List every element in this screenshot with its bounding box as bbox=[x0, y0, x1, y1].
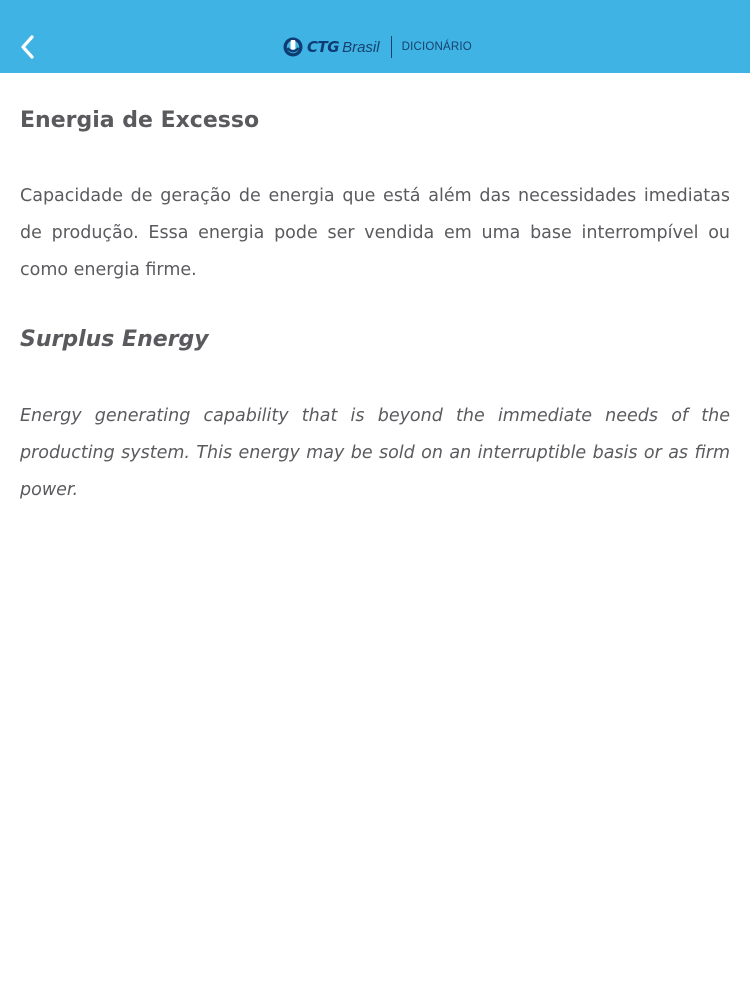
back-button[interactable] bbox=[10, 27, 44, 67]
section-label: DICIONÁRIO bbox=[401, 41, 472, 53]
definition-pt: Capacidade de geração de energia que está além das necessidades imediatas de produção. Essa energia pode ser vendida em uma base interrompível ou como energia firme. bbox=[20, 186, 730, 280]
brand-divider bbox=[391, 36, 392, 58]
definition-en: Energy generating capability that is beyond the immediate needs of the producting system. This energy may be sold on an interruptible basis or as firm power. bbox=[20, 406, 730, 500]
brand-name: CTG bbox=[307, 38, 340, 56]
term-title-en: Surplus Energy bbox=[20, 327, 209, 352]
ctg-logo-icon bbox=[283, 37, 303, 57]
term-title-pt: Energia de Excesso bbox=[20, 108, 260, 133]
brand-suffix: Brasil bbox=[342, 38, 380, 56]
brand-logo bbox=[283, 34, 472, 60]
chevron-left-icon bbox=[19, 35, 35, 59]
app-header bbox=[0, 0, 750, 73]
